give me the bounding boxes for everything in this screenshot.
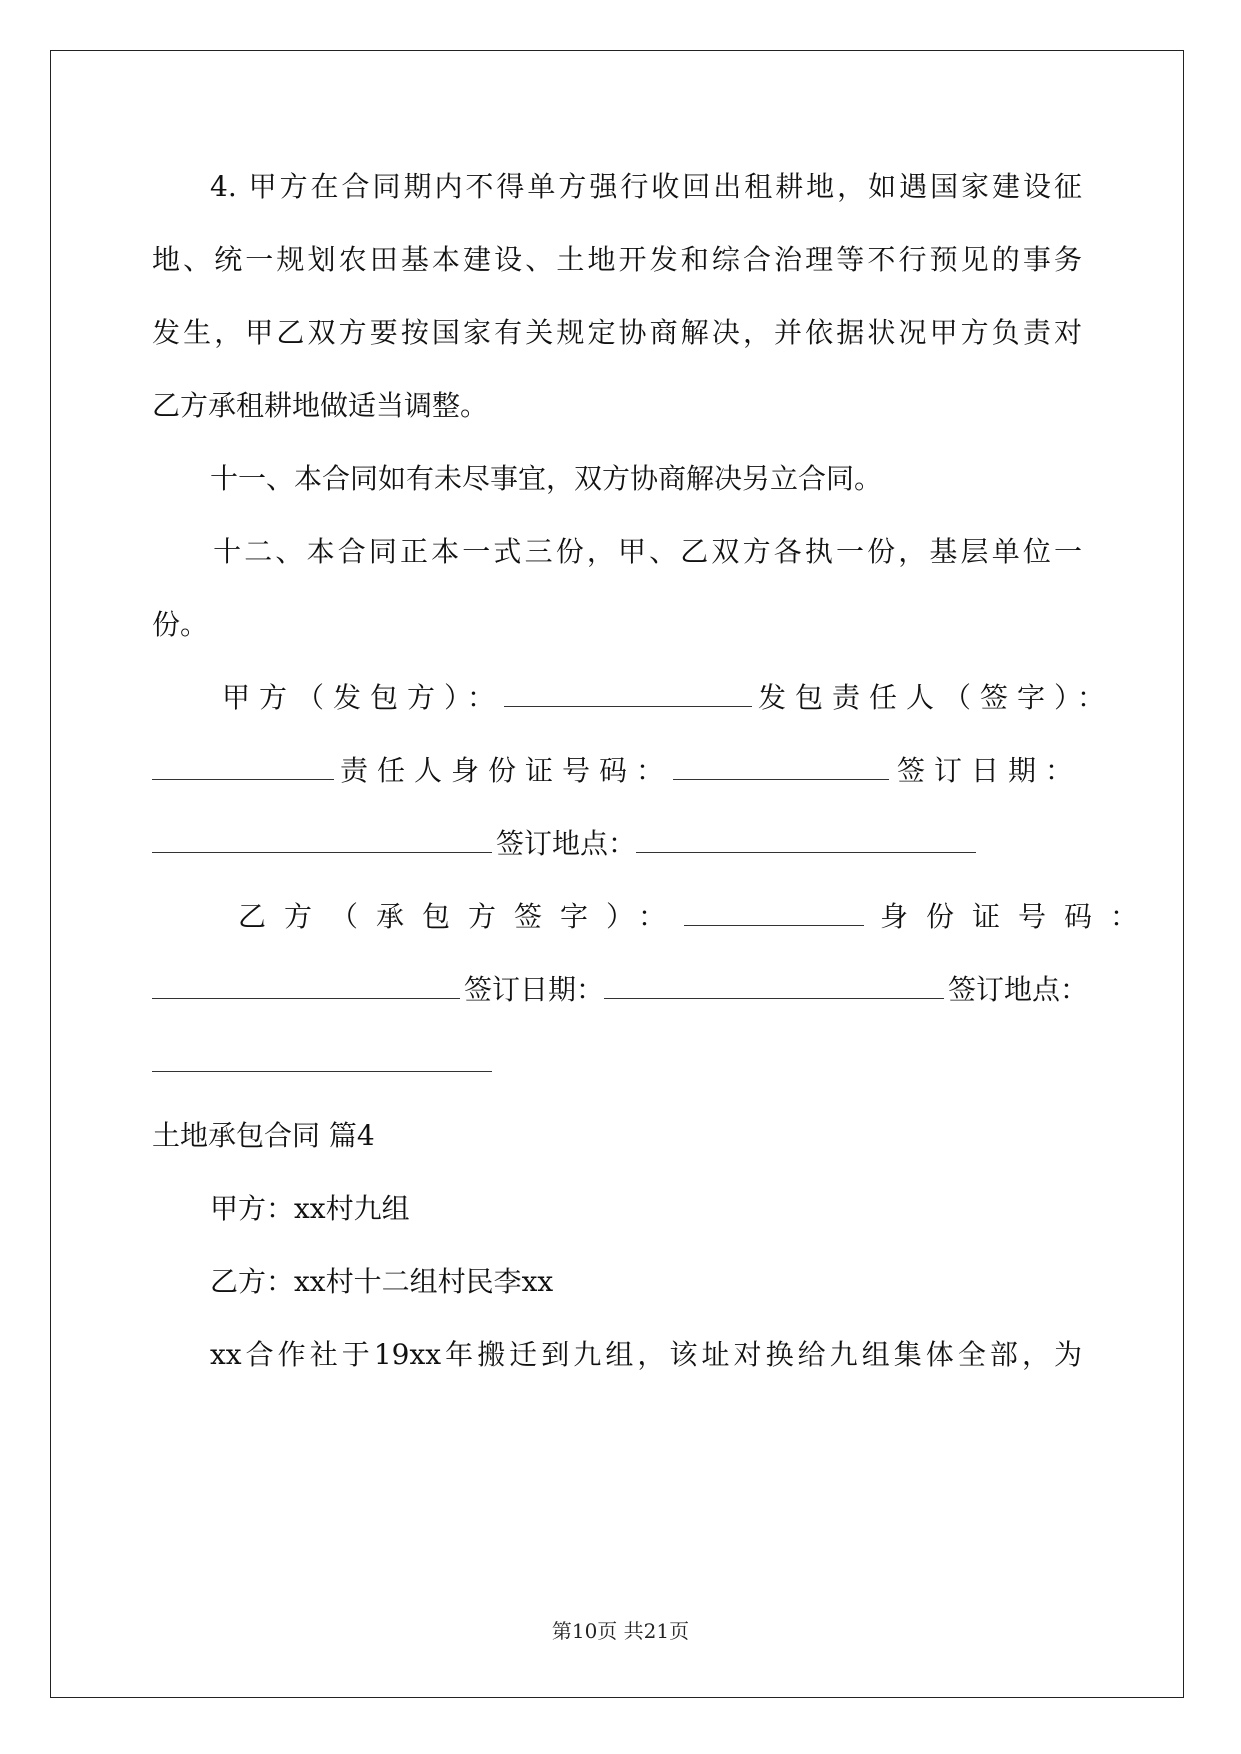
- section-party-a: [152, 1189, 1082, 1229]
- clause-4-line-1-text: 4. 甲方在合同期内不得单方强行收回出租耕地，如遇国家建设征: [210, 170, 1082, 203]
- signing-date-b-blank[interactable]: [604, 976, 944, 999]
- section-intro: [152, 1335, 1082, 1375]
- signing-date-b-label: 签订日期：: [464, 973, 605, 1006]
- signature-b-line-2: [152, 970, 1089, 1010]
- party-a-blank[interactable]: [504, 684, 752, 707]
- clause-4-line-3: 发生，甲乙双方要按国家有关规定协商解决，并依据状况甲方负责对: [152, 316, 1082, 349]
- responsible-id-blank[interactable]: [673, 757, 889, 780]
- section-party-a-text: 甲方：xx村九组: [210, 1192, 410, 1225]
- clause-12-line-1-text: 十二、本合同正本一式三份，甲、乙双方各执一份，基层单位一: [210, 535, 1082, 568]
- clause-11-text: 十一、本合同如有未尽事宜，双方协商解决另立合同。: [210, 462, 883, 495]
- party-a-label: 甲方（发包方）：: [222, 681, 505, 714]
- section-intro-text: xx合作社于19xx年搬迁到九组，该址对换给九组集体全部，为: [210, 1338, 1082, 1371]
- clause-4-line-1: [152, 167, 1082, 207]
- signature-a-line-3: [152, 824, 1082, 864]
- party-b-label: 乙方（承包方签字）：: [238, 900, 685, 933]
- party-b-id-blank[interactable]: [152, 976, 460, 999]
- signature-a-line-2: [152, 751, 1082, 791]
- responsible-id-label: 责任人身份证号码：: [340, 754, 674, 787]
- signing-date-a-label: 签订日期：: [897, 754, 1083, 787]
- clause-11: [152, 459, 1082, 499]
- signing-place-a-blank[interactable]: [636, 830, 976, 853]
- signature-a-line-1: [152, 678, 1115, 718]
- clause-4-line-2: 地、统一规划农田基本建设、土地开发和综合治理等不行预见的事务: [152, 243, 1082, 276]
- clause-12-line-2: 份。: [152, 608, 209, 641]
- party-b-id-label: 身份证号码：: [880, 900, 1157, 933]
- signing-place-a-label: 签订地点：: [496, 827, 637, 860]
- signing-place-b-label: 签订地点：: [948, 973, 1089, 1006]
- section-heading: 土地承包合同 篇4: [152, 1119, 375, 1152]
- clause-4-line-4: 乙方承租耕地做适当调整。: [152, 389, 489, 422]
- responsible-person-label: 发包责任人（签字）：: [758, 681, 1115, 714]
- section-party-b-text: 乙方：xx村十二组村民李xx: [210, 1265, 554, 1298]
- signing-place-b-blank[interactable]: [152, 1049, 492, 1072]
- party-b-blank[interactable]: [684, 903, 864, 926]
- page-number: 第10页 共21页: [551, 1619, 690, 1643]
- signature-b-line-1: [152, 897, 1157, 937]
- clause-12-line-1: [152, 532, 1082, 572]
- page-border: [50, 50, 1184, 1698]
- section-party-b: [152, 1262, 1082, 1302]
- signing-date-a-blank[interactable]: [152, 830, 492, 853]
- signature-b-line-3: [152, 1043, 1082, 1083]
- responsible-person-blank[interactable]: [152, 757, 334, 780]
